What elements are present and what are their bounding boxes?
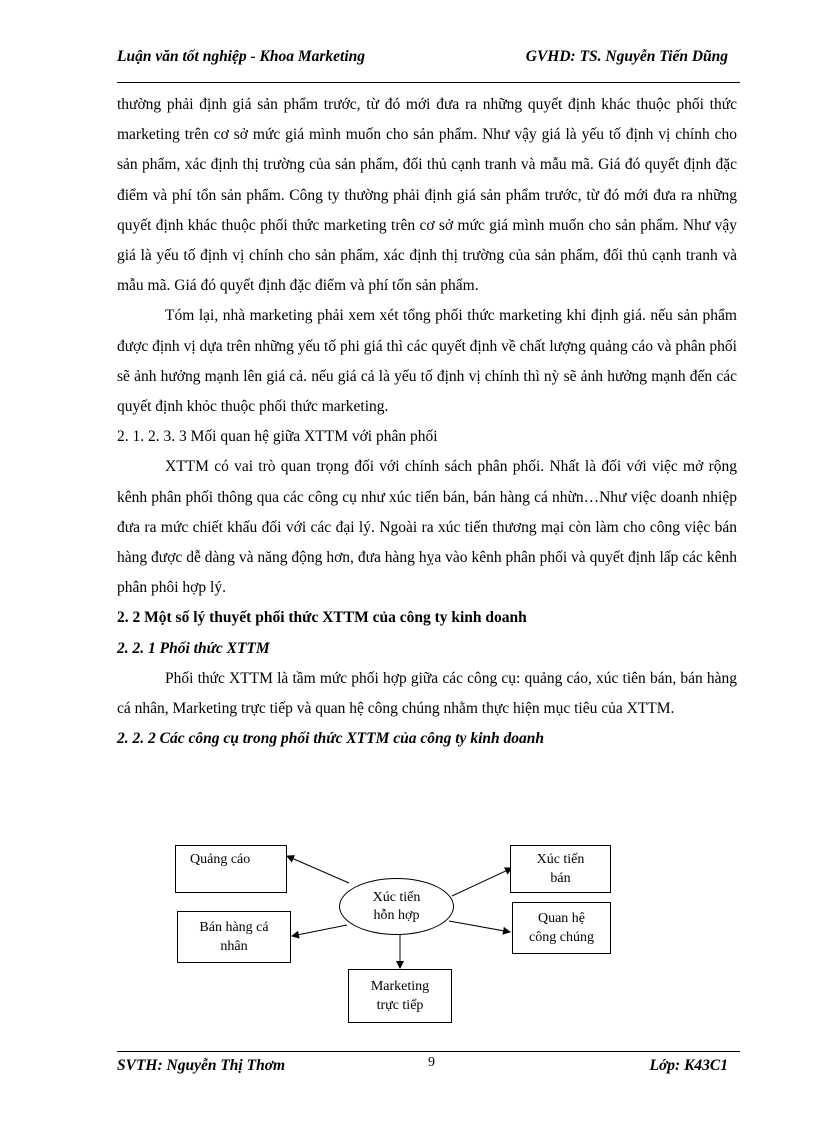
- paragraph-pricing: thường phải định giá sản phẩm trước, từ đó mới đưa ra những quyết định khác thuộc phối thức marketing trên cơ sở mức giá mình muốn cho sản phẩm. Như vậy giá là yếu tố định vị chính cho sản phẩm, xác định thị trường của sản phẩm, đối thủ cạnh tranh và mẫu mã. Giá đó quyết định đặc điểm và phí tổn sản phẩm. Công ty thường phải định giá sản phẩm trước, từ đó mới đưa ra những quyết định khác thuộc phối thức marketing trên cơ sở mức giá mình muốn cho sản phẩm. Như vậy giá là yếu tố định vị chính cho sản phẩm, xác định thị trường của sản phẩm, đối thủ cạnh tranh và mẫu mã. Giá đó quyết định đặc điểm và phí tổn sản phẩm.: [117, 96, 737, 295]
- page-body: [117, 90, 737, 754]
- box-public-relations-line1: Quan hệ: [537, 911, 586, 926]
- section-heading-2-2: 2. 2 Một số lý thuyết phối thức XTTM của công ty kinh doanh: [117, 609, 527, 627]
- box-public-relations-line2: công chúng: [529, 930, 594, 945]
- arrow-to-public-relations: [449, 921, 510, 932]
- center-node-line2: hỗn hợp: [373, 907, 420, 923]
- header-supervisor: GVHD: TS. Nguyễn Tiến Dũng: [525, 48, 728, 65]
- box-personal-selling-line2: nhân: [220, 939, 248, 954]
- paragraph-summary: Tóm lại, nhà marketing phải xem xét tổng phối thức marketing khi định giá. nếu sản phẩm được định vị dựa trên những yếu tố phi giá thì các quyết định về chất lượng quảng cáo và phân phối sẽ ảnh hưởng mạnh lên giá cả. nếu giá cả là yếu tố định vị chính thì nỳ sẽ ảnh hưởng mạnh đến các quyết định khỏc thuộc phối thức marketing.: [117, 307, 737, 416]
- box-sales-promotion-line2: bán: [550, 871, 571, 886]
- header-thesis-title: Luận văn tốt nghiệp - Khoa Marketing: [117, 48, 366, 65]
- arrow-to-sales-promotion: [452, 868, 512, 896]
- arrow-to-advertising: [287, 856, 349, 883]
- box-personal-selling: [177, 911, 291, 963]
- footer-class: Lớp: K43C1: [649, 1057, 728, 1074]
- box-direct-marketing: [348, 969, 452, 1023]
- center-node-line1: Xúc tiến: [372, 889, 421, 905]
- footer-student: SVTH: Nguyễn Thị Thơm: [117, 1057, 286, 1074]
- page-number: 9: [428, 1055, 435, 1070]
- box-direct-marketing-line2: trực tiếp: [376, 998, 424, 1013]
- center-node-promotion-mix: [339, 878, 454, 935]
- box-advertising: [175, 845, 287, 893]
- header-rule: [117, 82, 740, 83]
- box-sales-promotion: [510, 845, 611, 893]
- box-direct-marketing-line1: Marketing: [370, 979, 430, 994]
- box-advertising-label: Quảng cáo: [190, 852, 251, 867]
- paragraph-promotion-mix: Phối thức XTTM là tầm mức phối hợp giữa các công cụ: quảng cáo, xúc tiên bán, bán hàng cá nhân, Marketing trực tiếp và quan hệ công chúng nhằm thực hiện mục tiêu của XTTM.: [117, 669, 737, 718]
- section-heading-distribution: 2. 1. 2. 3. 3 Mối quan hệ giữa XTTM với phân phối: [117, 428, 438, 446]
- box-personal-selling-line1: Bán hàng cá: [199, 920, 269, 935]
- arrow-to-personal-selling: [292, 925, 347, 936]
- paragraph-distribution: XTTM có vai trò quan trọng đối với chính sách phân phối. Nhất là đối với việc mở rộng kênh phân phối thông qua các công cụ như xúc tiến bán, bán hàng cá nhừn…Như việc doanh nhiệp đưa ra mức chiết khấu đối với các đại lý. Ngoài ra xúc tiến thương mại còn làm cho công việc bán hàng được dễ dàng và năng động hơn, đưa hàng hỵa vào kênh phân phối và quyết định lấp các kênh phân phôi hợp lý.: [117, 458, 737, 597]
- page-footer: [117, 1057, 740, 1079]
- box-sales-promotion-line1: Xúc tiến: [536, 852, 585, 867]
- footer-rule: [117, 1051, 740, 1052]
- page-header: [117, 48, 740, 70]
- section-heading-2-2-2: 2. 2. 2 Các công cụ trong phối thức XTTM của công ty kinh doanh: [117, 730, 544, 748]
- box-public-relations: [512, 902, 611, 954]
- promotion-mix-diagram: [117, 838, 740, 1028]
- section-heading-2-2-1: 2. 2. 1 Phối thức XTTM: [117, 639, 270, 657]
